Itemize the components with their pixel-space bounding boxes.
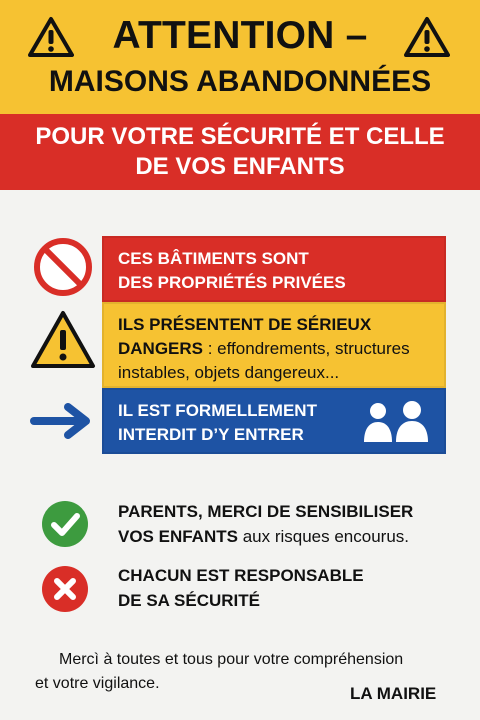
notice-line: CES BÂTIMENTS SONT [118,249,309,268]
cross-icon [42,566,88,612]
footer-line: et votre vigilance. [35,675,160,692]
advice-normal: aux risques encourus. [237,527,410,546]
notice-bold: DANGERS [118,339,204,358]
prohibited-icon [32,236,94,298]
advice-line: CHACUN EST RESPONSABLE [118,566,364,585]
signature: LA MAIRIE [350,684,437,703]
notice-private-property [102,236,446,302]
warning-icon [30,310,96,370]
notice-line: DES PROPRIÉTÉS PRIVÉES [118,273,346,292]
notice-normal: : effondrements, structures [203,339,410,358]
advice-line: DE SA SÉCURITÉ [118,591,261,610]
notice-line: INTERDIT D’Y ENTRER [118,425,304,444]
notice-dangers [102,302,446,388]
advice-bold: VOS ENFANTS [118,527,238,546]
notice-line: instables, objets dangereux... [118,363,340,382]
subtitle-line-1: POUR VOTRE SÉCURITÉ ET CELLE [35,123,445,150]
notice-line [118,338,410,360]
notice-no-entry [102,388,446,454]
footer-line: Mercì à toutes et tous pour votre compréhension [59,651,404,668]
subtitle-banner [0,114,480,190]
arrow-right-icon [30,403,94,439]
advice-line: PARENTS, MERCI DE SENSIBILISER [118,502,414,521]
title-line-1: ATTENTION – [112,14,368,57]
title-line-2: MAISONS ABANDONNÉES [48,65,432,98]
header-banner [0,0,480,114]
check-icon [42,501,88,547]
subtitle-line-2: DE VOS ENFANTS [135,153,345,180]
advice-line [118,525,409,549]
warning-icon [404,16,450,58]
notice-line: ILS PRÉSENTENT DE SÉRIEUX [118,315,372,334]
notice-line: IL EST FORMELLEMENT [118,401,317,420]
people-icon [360,400,432,444]
